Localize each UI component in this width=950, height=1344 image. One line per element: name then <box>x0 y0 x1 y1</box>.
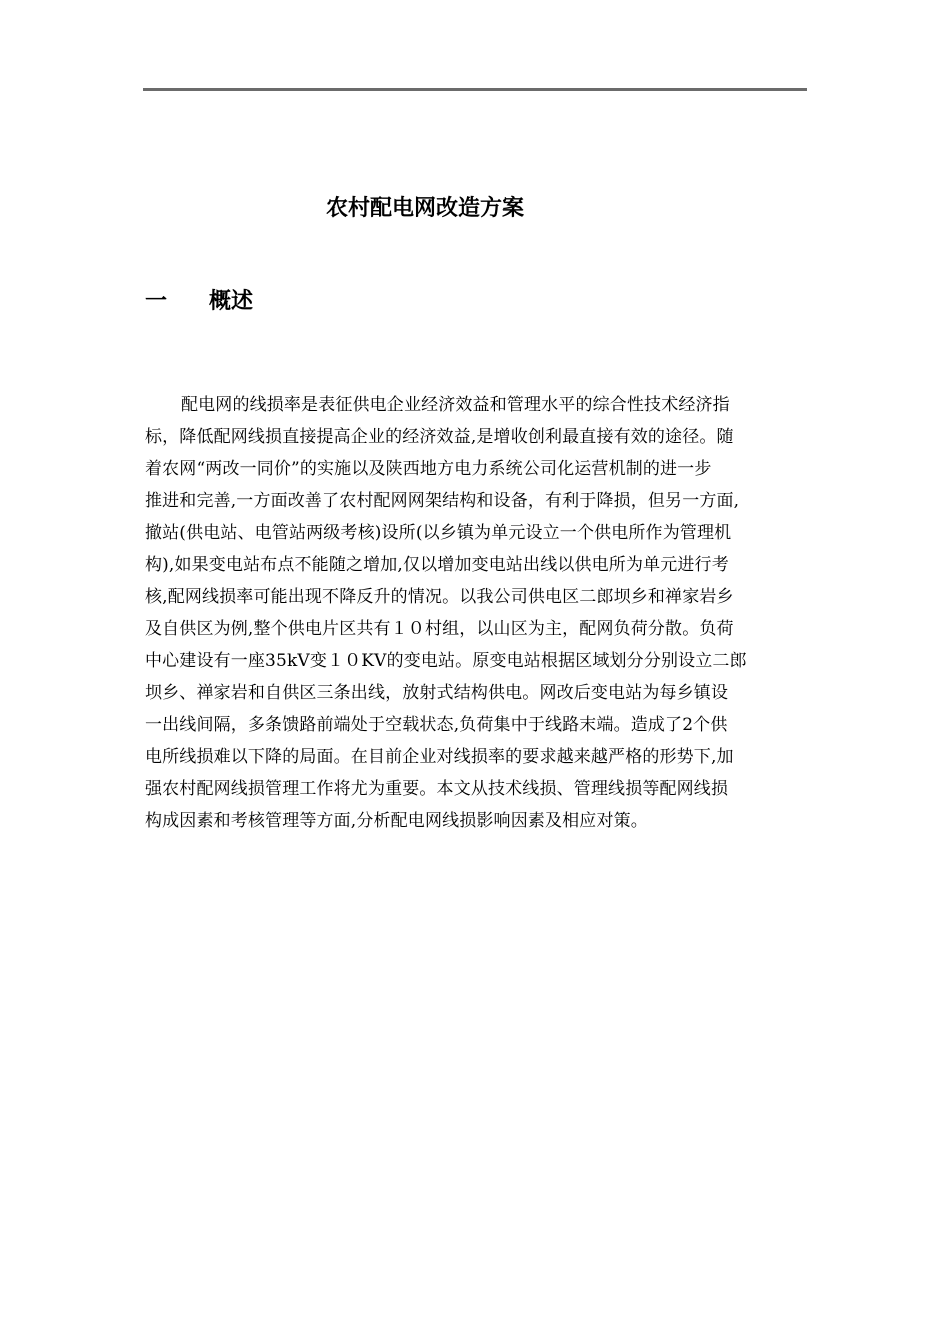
section-heading <box>145 285 253 319</box>
paragraph-line: 推进和完善,一方面改善了农村配网网架结构和设备，有利于降损，但另一方面, <box>145 491 740 511</box>
paragraph-line: 着农网“两改一同价”的实施以及陕西地方电力系统公司化运营机制的进一步 <box>145 459 712 479</box>
body-paragraph <box>145 389 815 837</box>
paragraph-line: 中心建设有一座35kV变１０KV的变电站。原变电站根据区域划分分别设立二郎 <box>145 651 747 671</box>
paragraph-line: 及自供区为例,整个供电片区共有１０村组，以山区为主，配网负荷分散。负荷 <box>145 619 734 639</box>
paragraph-line: 电所线损难以下降的局面。在目前企业对线损率的要求越来越严格的形势下,加 <box>145 747 734 767</box>
paragraph-line: 构成因素和考核管理等方面,分析配电网线损影响因素及相应对策。 <box>145 811 648 831</box>
paragraph-line: 坝乡、禅家岩和自供区三条出线，放射式结构供电。网改后变电站为每乡镇设 <box>145 683 729 703</box>
document-title: 农村配电网改造方案 <box>325 196 524 221</box>
paragraph-line: 核,配网线损率可能出现不降反升的情况。以我公司供电区二郎坝乡和禅家岩乡 <box>145 587 734 607</box>
paragraph-line: 撤站(供电站、电管站两级考核)设所(以乡镇为单元设立一个供电所作为管理机 <box>145 523 732 543</box>
paragraph-line: 标，降低配网线损直接提高企业的经济效益,是增收创利最直接有效的途径。随 <box>145 427 734 447</box>
section-number: 一 <box>145 289 168 314</box>
paragraph-line: 一出线间隔，多条馈路前端处于空载状态,负荷集中于线路末端。造成了2个供 <box>145 715 728 735</box>
paragraph-line: 配电网的线损率是表征供电企业经济效益和管理水平的综合性技术经济指 <box>181 395 730 415</box>
paragraph-line: 强农村配网线损管理工作将尤为重要。本文从技术线损、管理线损等配网线损 <box>145 779 729 799</box>
section-title: 概述 <box>209 289 254 314</box>
paragraph-line: 构),如果变电站布点不能随之增加,仅以增加变电站出线以供电所为单元进行考 <box>145 555 729 575</box>
header-rule <box>143 88 807 91</box>
